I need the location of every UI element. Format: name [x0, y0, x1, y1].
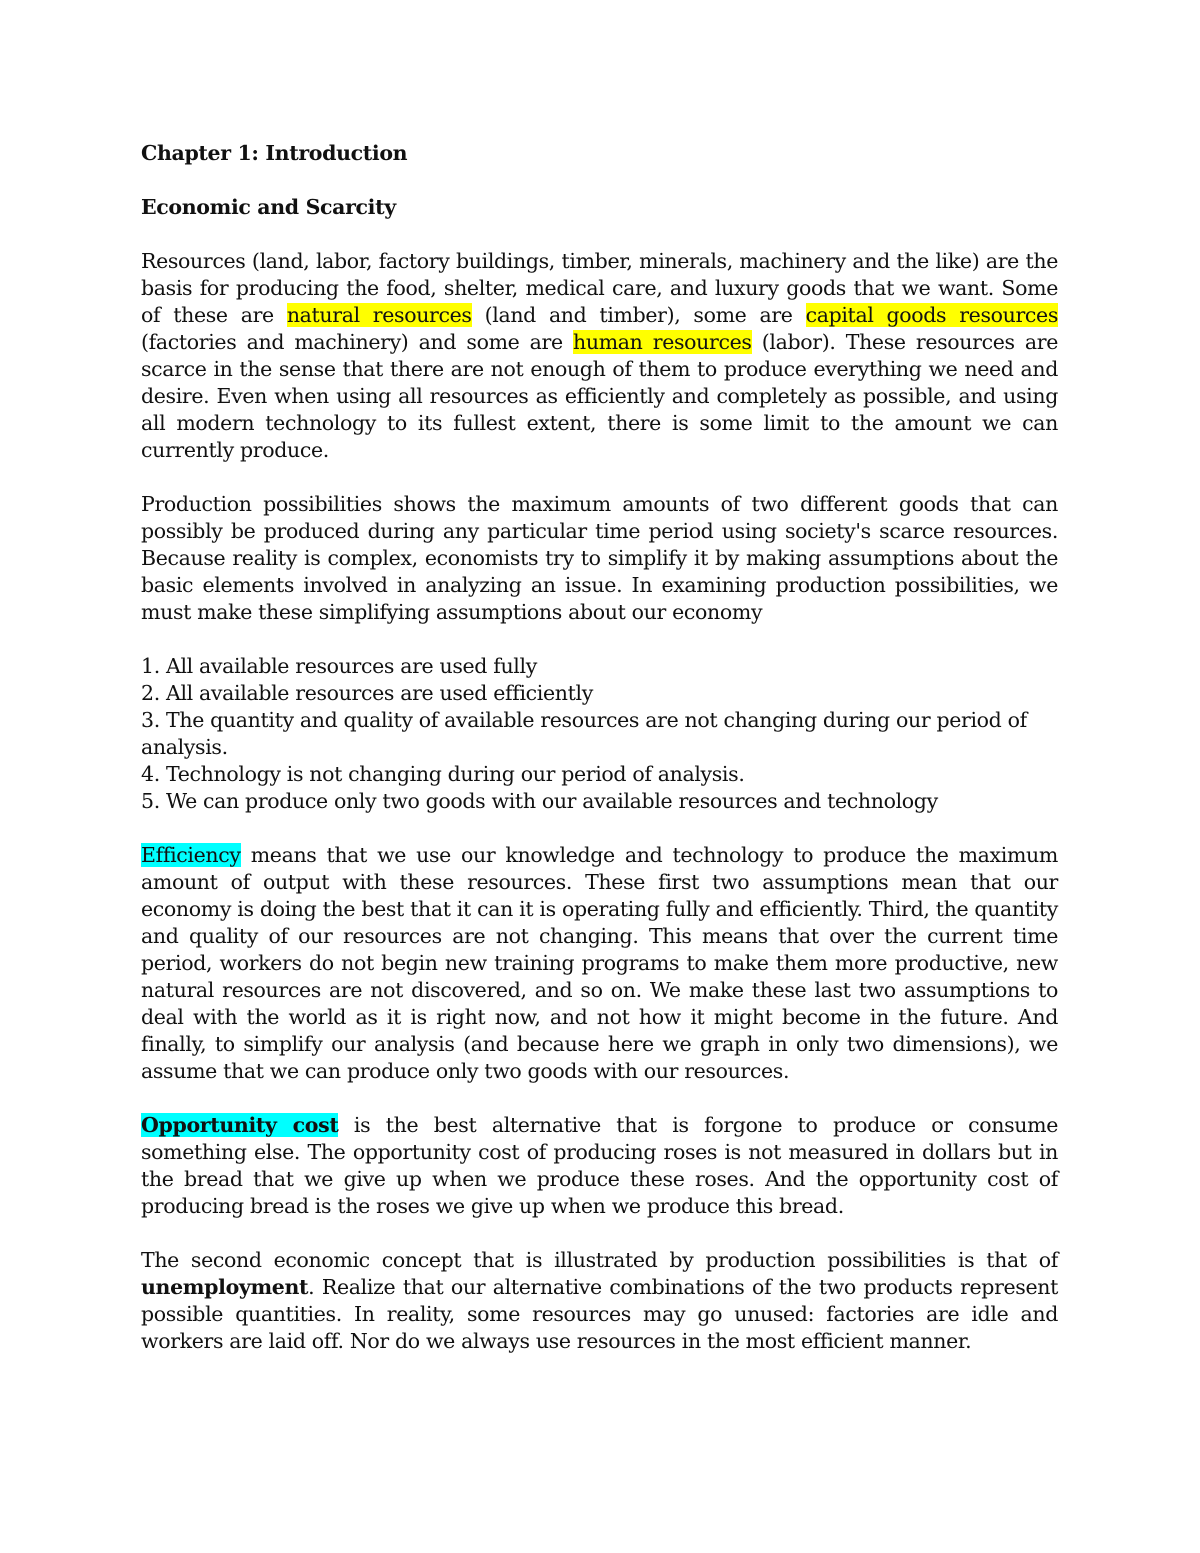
highlight-human-resources: human resources [573, 330, 752, 354]
paragraph-production-possibilities: Production possibilities shows the maximum amounts of two different goods that can possibly be produced during any particular time period using society's scarce resources. Because reality is complex, economists try to simplify it by making assumptions about the basic elements involved in analyzing an issue. In examining production possibilities, we must make these simplifying assumptions about our economy [141, 492, 1058, 624]
paragraph-opportunity-cost-text: is the best alternative that is forgone to produce or consume something else. The opportunity cost of producing roses is not measured in dollars but in the bread that we give up when we produce these roses. And the opportunity cost of producing bread is the roses we give up when we produce this bread. [141, 1113, 1058, 1218]
paragraph-resources-text-3: (factories and machinery) and some are [141, 330, 573, 354]
highlight-opportunity-cost: Opportunity cost [141, 1113, 339, 1137]
list-item: 4. Technology is not changing during our period of analysis. [141, 762, 745, 786]
list-item: 3. The quantity and quality of available resources are not changing during our period of analysis. [141, 708, 1027, 759]
paragraph-unemployment [141, 1247, 1058, 1355]
assumptions-list [141, 653, 1058, 815]
highlight-capital-goods-resources: capital goods resources [805, 303, 1059, 327]
list-item: 5. We can produce only two goods with our available resources and technology [141, 789, 938, 813]
list-item: 1. All available resources are used fully [141, 654, 537, 678]
highlight-natural-resources: natural resources [286, 303, 472, 327]
highlight-efficiency: Efficiency [141, 843, 241, 867]
list-item: 2. All available resources are used efficiently [141, 681, 593, 705]
paragraph-resources-text-2: (land and timber), some are [471, 303, 806, 327]
paragraph-efficiency-text: means that we use our knowledge and technology to produce the maximum amount of output with these resources. These first two assumptions mean that our economy is doing the best that it can it is operating fully and efficiently. Third, the quantity and quality of our resources are not changing. This means that over the current time period, workers do not begin new training programs to make them more productive, new natural resources are not discovered, and so on. We make these last two assumptions to deal with the world as it is right now, and not how it might become in the future. And finally, to simplify our analysis (and because here we graph in only two dimensions), we assume that we can produce only two goods with our resources. [141, 843, 1058, 1083]
paragraph-unemployment-text-2: . Realize that our alternative combinations of the two products represent possible quantities. In reality, some resources may go unused: factories are idle and workers are laid off. Nor do we always use resources in the most efficient manner. [141, 1275, 1058, 1353]
term-unemployment: unemployment [141, 1275, 309, 1299]
paragraph-resources [141, 248, 1058, 464]
paragraph-resources-text-4: (labor). These resources are scarce in the sense that there are not enough of them to produce everything we need and desire. Even when using all resources as efficiently and completely as possible, and using all modern technology to its fullest extent, there is some limit to the amount we can currently produce. [141, 330, 1058, 462]
paragraph-resources-text-1: Resources (land, labor, factory buildings, timber, minerals, machinery and the like) are the basis for producing the food, shelter, medical care, and luxury goods that we want. Some of these are [141, 249, 1058, 327]
document-page [141, 140, 1058, 1382]
chapter-title: Chapter 1: Introduction [141, 141, 408, 165]
paragraph-unemployment-text-1: The second economic concept that is illustrated by production possibilities is that of [141, 1248, 1058, 1272]
paragraph-efficiency [141, 842, 1058, 1085]
paragraph-opportunity-cost [141, 1112, 1058, 1220]
section-title: Economic and Scarcity [141, 195, 396, 219]
